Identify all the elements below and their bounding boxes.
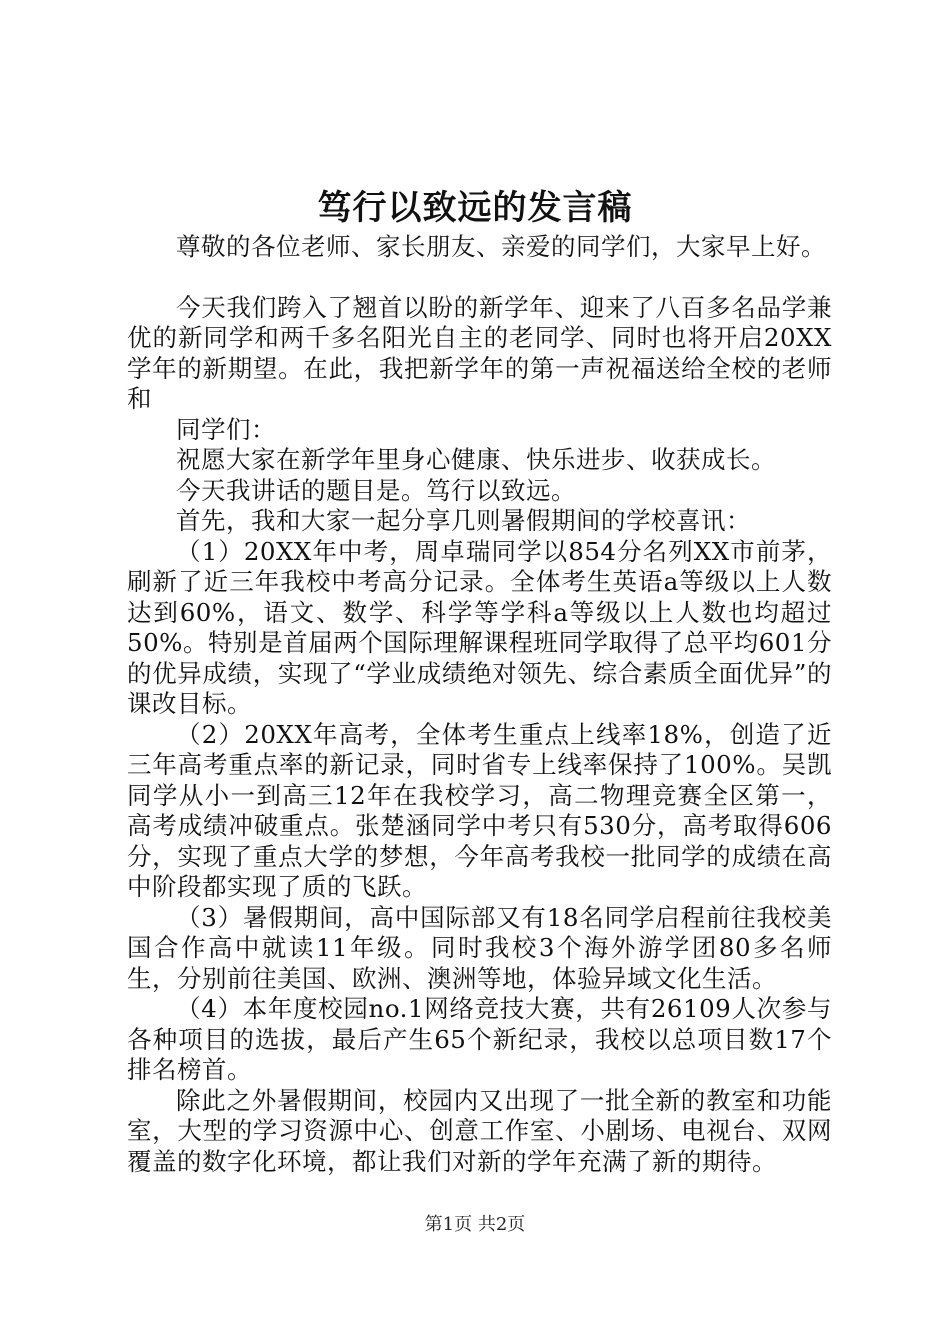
- news-item-1: （1）20XX年中考，周卓瑞同学以854分名列XX市前茅，刷新了近三年我校中考高分记录。全体考生英语a等级以上人数达到60%，语文、数学、科学等学科a等级以上人数也均超过50%。特别是首届两个国际理解课程班同学取得了总平均601分的优异成绩，实现了“学业成绩绝对领先、综合素质全面优异”的课改目标。: [127, 536, 832, 718]
- body-paragraph: 同学们：: [176, 414, 276, 444]
- body-paragraph: 首先，我和大家一起分享几则暑假期间的学校喜讯：: [176, 506, 751, 535]
- body-paragraph: 除此之外暑假期间，校园内又出现了一批全新的教室和功能室，大型的学习资源中心、创意工作室、小剧场、电视台、双网覆盖的数字化环境，都让我们对新的学年充满了新的期待。: [127, 1085, 832, 1176]
- body-paragraph: 今天我们跨入了翘首以盼的新学年、迎来了八百多名品学兼优的新同学和两千多名阳光自主的老同学、同时也将开启20XX学年的新期望。在此，我把新学年的第一声祝福送给全校的老师和: [127, 292, 832, 413]
- paragraph-gap: [127, 263, 832, 293]
- news-item-4: （4）本年度校园no.1网络竞技大赛，共有26109人次参与各种项目的选拔，最后产生65个新纪录，我校以总项目数17个排名榜首。: [127, 994, 832, 1084]
- page-number-footer: 第1页 共2页: [424, 1214, 526, 1235]
- document-body: [127, 232, 832, 1177]
- news-item-3: （3）暑假期间，高中国际部又有18名同学启程前往我校美国合作高中就读11年级。同时我校3个海外游学团80多名师生，分别前往美国、欧洲、澳洲等地，体验异域文化生活。: [127, 902, 832, 993]
- document-title: 笃行以致远的发言稿: [317, 188, 633, 228]
- news-item-2: （2）20XX年高考，全体考生重点上线率18%，创造了近三年高考重点率的新记录，同时省专上线率保持了100%。吴凯同学从小一到高三12年在我校学习，高二物理竞赛全区第一，高考成绩冲破重点。张楚涵同学中考只有530分，高考取得606分，实现了重点大学的梦想，今年高考我校一批同学的成绩在高中阶段都实现了质的飞跃。: [127, 719, 832, 901]
- greeting-paragraph: 尊敬的各位老师、家长朋友、亲爱的同学们，大家早上好。: [176, 232, 826, 261]
- body-paragraph: 祝愿大家在新学年里身心健康、快乐进步、收获成长。: [176, 445, 776, 474]
- body-paragraph: 今天我讲话的题目是。笃行以致远。: [176, 475, 576, 505]
